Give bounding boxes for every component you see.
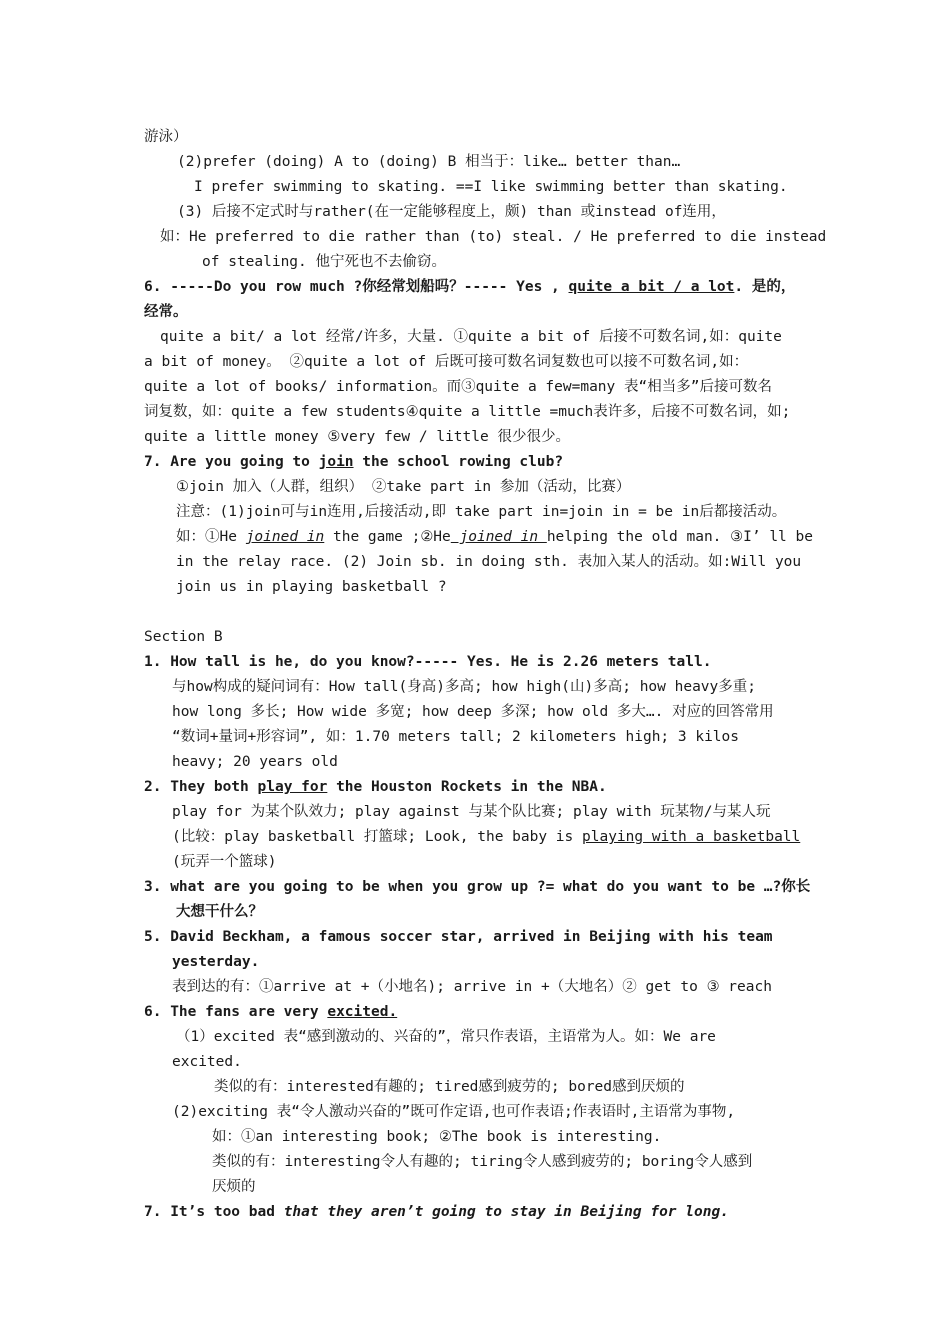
text-line: “数词+量词+形容词”, 如：1.70 meters tall; 2 kilometers high; 3 kilos — [172, 729, 739, 745]
example-line — [176, 527, 813, 547]
question-line: 3. what are you going to be when you grow up ?= what do you want to be …?你长 — [144, 879, 811, 895]
example-line — [172, 827, 800, 847]
text-line: in the relay race. (2) Join sb. in doing sth. 表加入某人的活动。如:Will you — [176, 554, 802, 570]
text-line: 游泳） — [144, 129, 188, 145]
underlined-phrase: joined in — [450, 529, 547, 545]
question-line — [144, 277, 795, 297]
text-line: excited. — [172, 1054, 242, 1070]
text-line: （1）excited 表“感到激动的、兴奋的”，常只作表语，主语常为人。如：We are — [176, 1029, 716, 1045]
text-line: 表到达的有：①arrive at +（小地名); arrive in +（大地名）② get to ③ reach — [172, 979, 772, 995]
question-line — [144, 1002, 397, 1022]
question-text: . 是的， — [734, 279, 796, 295]
underlined-phrase: quite a bit / a lot — [568, 279, 735, 295]
italic-phrase: that they aren’t going to stay in Beijing for long. — [283, 1204, 729, 1220]
underlined-phrase: join — [318, 454, 354, 470]
question-text: 2. They both — [144, 779, 249, 795]
question-text: 7. It’s too bad — [144, 1204, 275, 1220]
text-line: I prefer swimming to skating. ==I like swimming better than skating. — [194, 179, 788, 195]
text-line: join us in playing basketball ? — [176, 579, 447, 595]
question-line — [144, 1202, 729, 1222]
text-line: ①join 加入（人群，组织） ②take part in 参加（活动，比赛） — [176, 479, 631, 495]
example-text: 如：①He — [176, 529, 237, 545]
text-line: how long 多长; How wide 多宽; how deep 多深; how old 多大…. 对应的回答常用 — [172, 704, 774, 720]
question-line: 5. David Beckham, a famous soccer star, arrived in Beijing with his team — [144, 929, 773, 945]
text-line: 如：①an interesting book; ②The book is interesting. — [212, 1129, 662, 1145]
question-line: 1. How tall is he, do you know?----- Yes. He is 2.26 meters tall. — [144, 654, 712, 670]
text-line: 如：He preferred to die rather than (to) steal. / He preferred to die instead — [160, 229, 827, 245]
section-heading: Section B — [144, 629, 223, 645]
text-line: play for 为某个队效力; play against 与某个队比赛; play with 玩某物/与某人玩 — [172, 804, 771, 820]
text-line: 经常。 — [144, 304, 188, 320]
text-line: 词复数，如：quite a few students④quite a little =much表许多，后接不可数名词，如; — [144, 404, 791, 420]
underlined-phrase: excited. — [327, 1004, 398, 1020]
example-text: (比较：play basketball 打篮球; Look, the baby is — [172, 829, 574, 845]
example-text: helping the old man. ③I’ ll be — [546, 529, 813, 545]
text-line: a bit of money。 ②quite a lot of 后既可接可数名词复数也可以接不可数名词,如： — [144, 354, 749, 370]
text-line: 类似的有：interested有趣的; tired感到疲劳的; bored感到厌烦的 — [214, 1079, 685, 1095]
text-line: (3) 后接不定式时与rather(在一定能够程度上，颇) than 或instead of连用， — [177, 204, 726, 220]
text-line: (2)exciting 表“令人激动兴奋的”既可作定语,也可作表语;作表语时,主语常为事物, — [172, 1104, 736, 1120]
text-line: (2)prefer (doing) A to (doing) B 相当于：like… better than… — [177, 154, 681, 170]
text-line: heavy; 20 years old — [172, 754, 338, 770]
example-text: the game ;②He — [333, 529, 451, 545]
text-line: quite a bit/ a lot 经常/许多，大量. ①quite a bit of 后接不可数名词,如：quite — [160, 329, 782, 345]
text-line: yesterday. — [172, 954, 260, 970]
question-text: 6. The fans are very — [144, 1004, 319, 1020]
underlined-phrase: play for — [257, 779, 328, 795]
text-line: 类似的有：interesting令人有趣的; tiring令人感到疲劳的; boring令人感到 — [212, 1154, 753, 1170]
underlined-phrase: playing with a basketball — [582, 829, 801, 845]
question-text: 6. -----Do you row much ?你经常划船吗？----- Yes , — [144, 279, 560, 295]
text-line: 大想干什么？ — [176, 904, 263, 920]
question-line — [144, 777, 607, 797]
text-line: (玩弄一个篮球) — [172, 854, 277, 870]
text-line: quite a little money ⑤very few / little 很少很少。 — [144, 429, 570, 445]
underlined-phrase: joined in — [245, 529, 325, 545]
question-text: the Houston Rockets in the NBA. — [336, 779, 607, 795]
text-line: quite a lot of books/ information。而③quite a few=many 表“相当多”后接可数名 — [144, 379, 772, 395]
text-line: 厌烦的 — [212, 1179, 256, 1195]
question-text: 7. Are you going to — [144, 454, 310, 470]
question-line — [144, 452, 563, 472]
text-line: 注意：(1)join可与in连用,后接活动,即 take part in=join in = be in后都接活动。 — [176, 504, 787, 520]
text-line: 与how构成的疑问词有：How tall(身高)多高; how high(山)多高; how heavy多重; — [172, 679, 756, 695]
text-line: of stealing. 他宁死也不去偷窃。 — [202, 254, 446, 270]
question-text: the school rowing club? — [362, 454, 564, 470]
